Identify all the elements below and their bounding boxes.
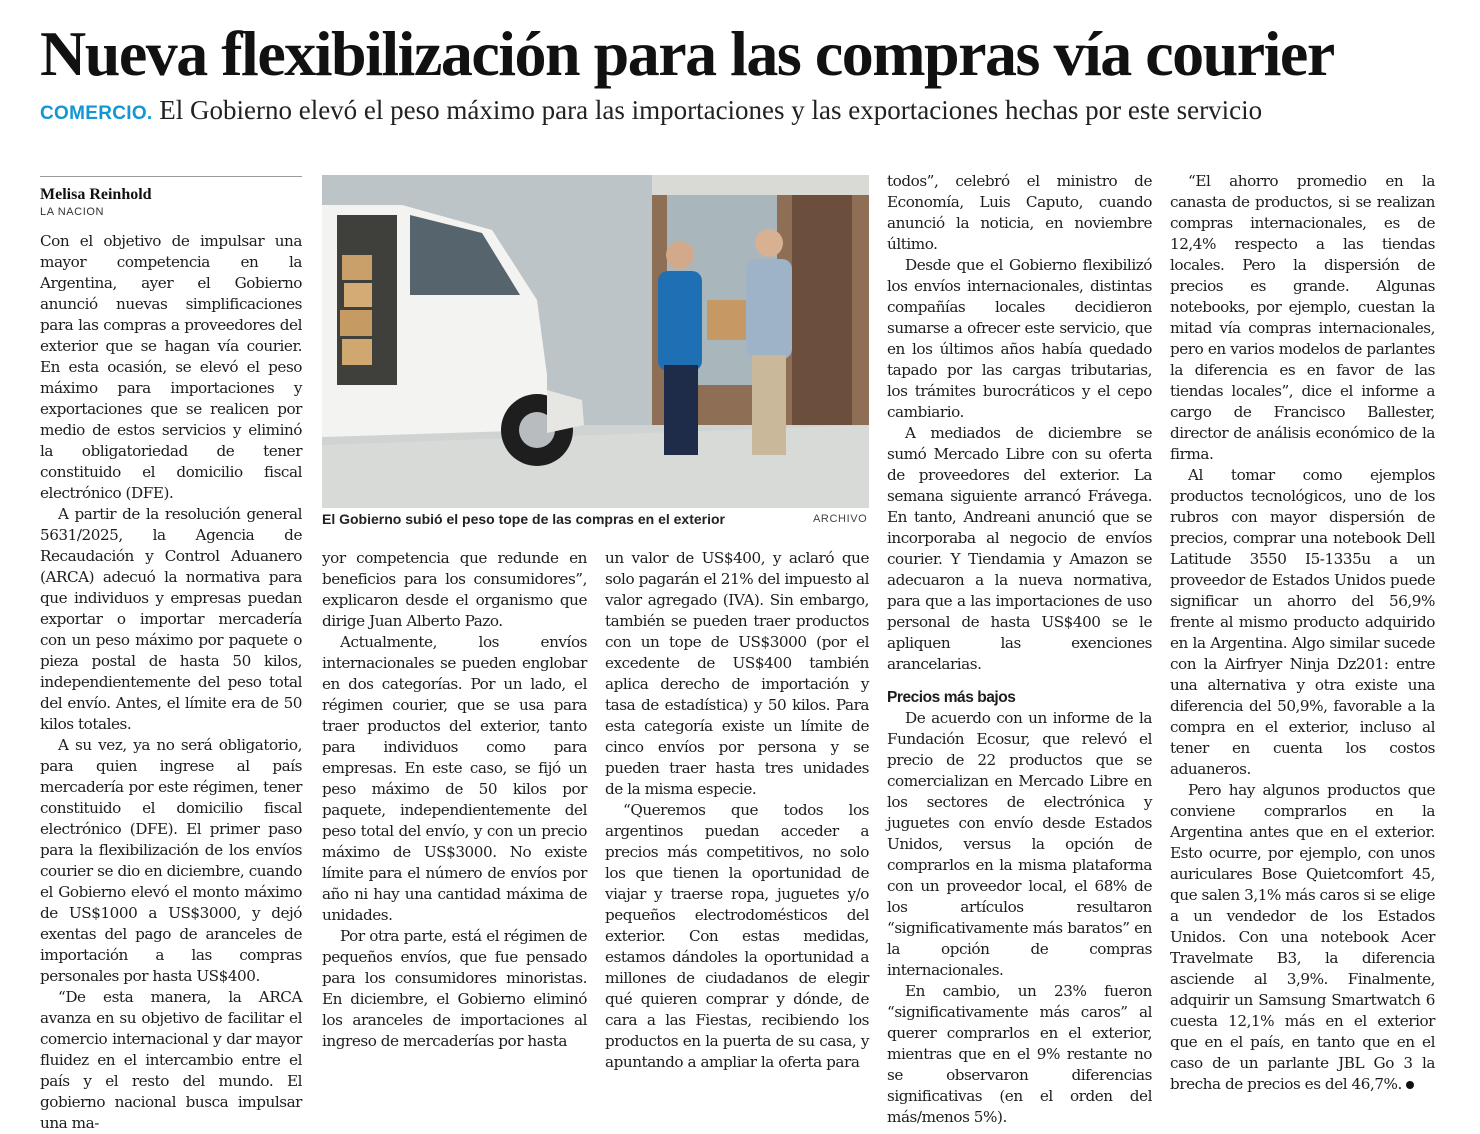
end-mark-icon <box>1406 1081 1414 1089</box>
kicker: COMERCIO. <box>40 103 153 124</box>
paragraph: un valor de US$400, y aclaró que solo pagarán el 21% del impuesto al valor agregado (IVA). Sin embargo, también se pueden traer productos con un tope de US$3000 (por el excedente de US$400 también aplica derecho de importación y tasa de estadística) y 50 kilos. Para esta categoría existe un límite de cinco envíos por persona y se pueden traer hasta tres unidades de la misma especie. <box>605 549 869 798</box>
paragraph: De acuerdo con un informe de la Fundación Ecosur, que relevó el precio de 22 productos que se comercializan en Mercado Libre en los sectores de electrónica y juguetes con envío desde Estados Unidos, versus la opción de comprarlos en la misma plataforma con un proveedor local, el 68% de los artículos resultaron “significativamente más baratos” en la opción de compras internacionales. <box>887 709 1152 979</box>
paragraph <box>1170 780 1435 1095</box>
column-2 <box>322 548 587 1052</box>
delivery-van-illustration <box>322 175 869 508</box>
deck-text: El Gobierno elevó el peso máximo para las importaciones y las exportaciones hechas por este servicio <box>159 95 1263 125</box>
paragraph: Con el objetivo de impulsar una mayor competencia en la Argentina, ayer el Gobierno anunció nuevas simplificaciones para las compras a proveedores del exterior que se hagan vía courier. En esta ocasión, se elevó el peso máximo para importaciones y exportaciones que se realicen por medio de estos servicios y eliminó la obligatoriedad de tener constituido el domicilio fiscal electrónico (DFE). <box>40 232 302 502</box>
column-1 <box>40 231 302 1134</box>
paragraph: A su vez, ya no será obligatorio, para quien ingrese al país mercadería por este régimen, tener constituido el domicilio fiscal electrónico (DFE). El primer paso para la flexibilización de los envíos courier se dio en diciembre, cuando el Gobierno elevó el monto máximo de US$1000 a US$3000, y dejó exentas del pago de aranceles de importación a las compras personales por hasta US$400. <box>40 736 302 985</box>
paragraph: “Queremos que todos los argentinos puedan acceder a precios más competitivos, no solo los que tienen la oportunidad de viajar y traerse ropa, juguetes y/o pequeños electrodomésticos del exterior. Con estas medidas, estamos dándoles la oportunidad a millones de ciudadanos de elegir qué quieren comprar y dónde, de cara a las Fiestas, recibiendo los productos en la puerta de su casa, y apuntando a ampliar la oferta para <box>605 801 869 1071</box>
section-subhead: Precios más bajos <box>887 689 1016 706</box>
paragraph: Desde que el Gobierno flexibilizó los envíos internacionales, distintas compañías locales decidieron sumarse a ofrecer este servicio, que en los últimos años había quedado tapado por las cargas tributarias, los trámites burocráticos y el cepo cambiario. <box>887 256 1152 421</box>
paragraph: En cambio, un 23% fueron “significativamente más caros” al querer comprarlos en el exterior, mientras que en el 9% restante no se observaron diferencias significativas (en el orden del más/menos 5%). <box>887 982 1152 1126</box>
photo-caption: El Gobierno subió el peso tope de las compras en el exterior <box>322 511 725 527</box>
column-5 <box>1170 171 1435 1095</box>
paragraph: Por otra parte, está el régimen de pequeños envíos, que fue pensado para los consumidores minoristas. En diciembre, el Gobierno eliminó los aranceles de importaciones al ingreso de mercaderías por hasta <box>322 927 587 1050</box>
column-4 <box>887 171 1152 1128</box>
paragraph-text: Pero hay algunos productos que conviene comprarlos en la Argentina antes que en el exterior. Esto ocurre, por ejemplo, con unos auriculares Bose Quietcomfort 45, que salen 3,1% más caros si se elige a un vendedor de los Estados Unidos. Con una notebook Acer Travelmate B3, la diferencia asciende al 3,9%. Finalmente, adquirir un Samsung Smartwatch 6 cuesta 12,1% más en el exterior que en el país, en tanto que en el caso de un parlante JBL Go 3 la brecha de precios es del 46,7%. <box>1170 781 1435 1093</box>
paragraph: todos”, celebró el ministro de Economía, Luis Caputo, cuando anunció la noticia, en noviembre último. <box>887 172 1152 253</box>
headline: Nueva flexibilización para las compras vía courier <box>40 18 1334 89</box>
deck <box>40 92 1460 132</box>
byline-rule <box>40 176 302 177</box>
paragraph: A mediados de diciembre se sumó Mercado Libre con su oferta de proveedores del exterior. La semana siguiente arrancó Frávega. En tanto, Andreani anunció que se incorporaba al negocio de envíos courier. Y Tiendamia y Amazon se adecuaron a la nueva normativa, para que a las importaciones de uso personal de hasta US$400 se le apliquen las exenciones arancelarias. <box>887 424 1152 673</box>
outlet: LA NACION <box>40 206 105 218</box>
photo-credit: ARCHIVO <box>813 513 868 525</box>
paragraph: Al tomar como ejemplos productos tecnológicos, uno de los rubros con mayor dispersión de precios, comprar una notebook Dell Latitude 3550 I5-1335u a un proveedor de Estados Unidos puede significar un ahorro del 56,9% frente al mismo producto adquirido en la Argentina. Algo similar sucede con la Airfryer Ninja Dz201: entre una alternativa y otra existe una diferencia del 50,9%, favorable a la compra en el exterior, incluso al tener en cuenta los costos aduaneros. <box>1170 466 1435 778</box>
paragraph: Actualmente, los envíos internacionales se pueden englobar en dos categorías. Por un lado, el régimen courier, que se usa para traer productos del exterior, tanto para individuos como para empresas. En este caso, se fijó un peso máximo de 50 kilos por paquete, independientemente del peso total del envío, y con un precio máximo de US$3000. No existe límite para el número de envíos por año ni hay una cantidad máxima de unidades. <box>322 633 587 924</box>
author: Melisa Reinhold <box>40 186 152 203</box>
column-3 <box>605 548 869 1073</box>
paragraph: “De esta manera, la ARCA avanza en su objetivo de facilitar el comercio internacional y dar mayor fluidez en el intercambio entre el país y el resto del mundo. El gobierno nacional busca impulsar una ma- <box>40 988 302 1132</box>
paragraph: A partir de la resolución general 5631/2025, la Agencia de Recaudación y Control Aduanero (ARCA) adecuó la normativa para que individuos y empresas puedan exportar o importar mercadería con un peso máximo por paquete o pieza postal de hasta 50 kilos, independientemente del peso total del envío. Antes, el límite era de 50 kilos totales. <box>40 505 302 733</box>
paragraph: yor competencia que redunde en beneficios para los consumidores”, explicaron desde el organismo que dirige Juan Alberto Pazo. <box>322 549 587 630</box>
article-photo <box>322 175 869 508</box>
paragraph: “El ahorro promedio en la canasta de productos, si se realizan compras internacionales, es de 12,4% respecto a las tiendas locales. Pero la dispersión de precios es grande. Algunas notebooks, por ejemplo, cuestan la mitad vía compras internacionales, pero en varios modelos de parlantes la diferencia es en favor de las tiendas locales”, dice el informe a cargo de Francisco Ballester, director de análisis económico de la firma. <box>1170 172 1435 463</box>
